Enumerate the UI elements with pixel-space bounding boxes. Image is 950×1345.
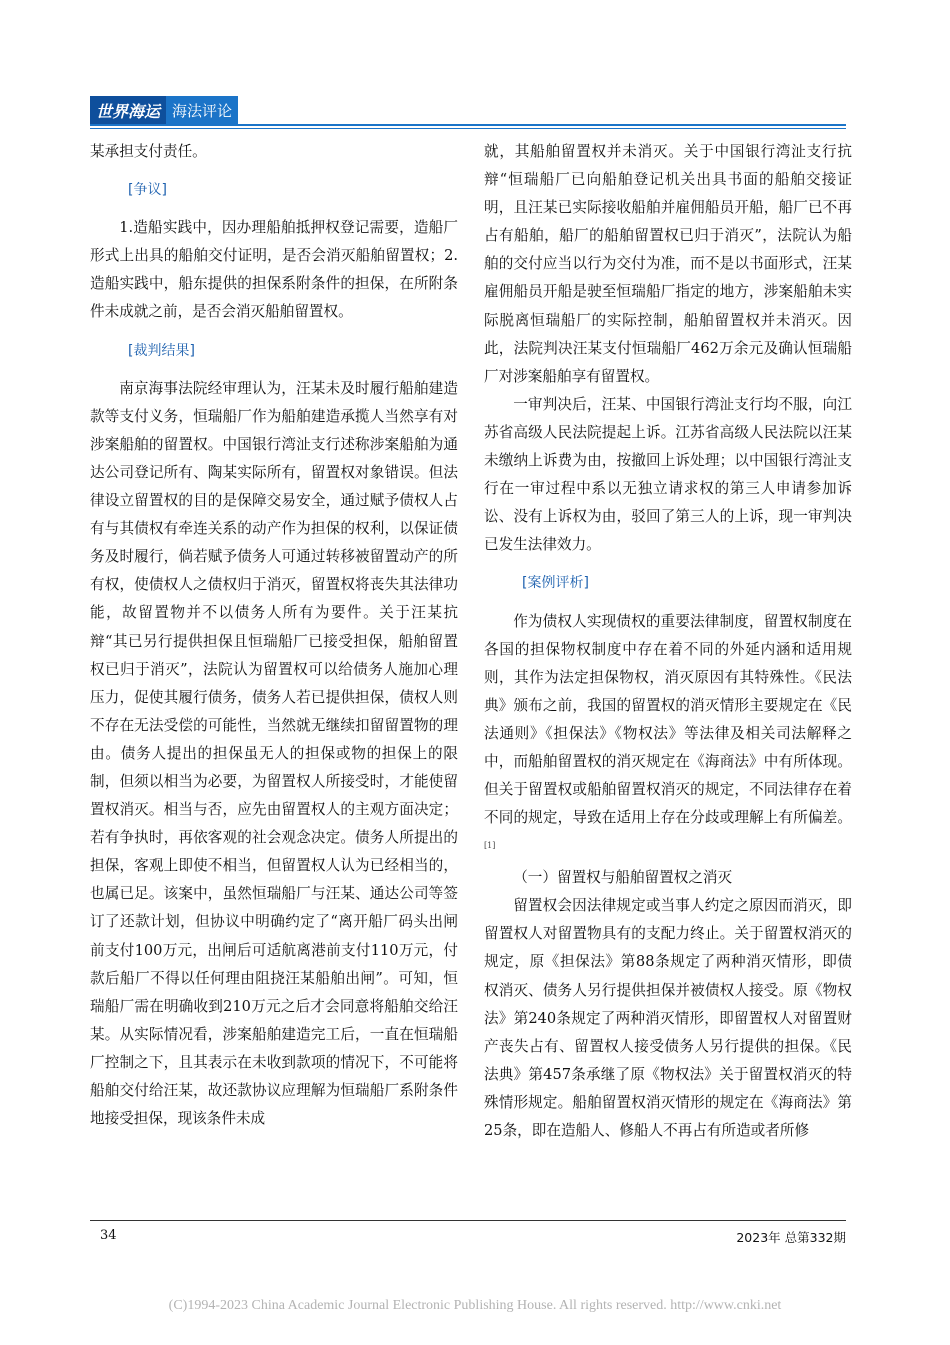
paragraph: 一审判决后，汪某、中国银行湾沚支行均不服，向江苏省高级人民法院提起上诉。江苏省高级人民法院以汪某未缴纳上诉费为由，按撤回上诉处理；以中国银行湾沚支行在一审过程中系以无独立请求权的第三人申请参加诉讼、没有上诉权为由，驳回了第三人的上诉，现一审判决已发生法律效力。	[484, 395, 852, 554]
section-heading-judgment: [裁判结果]	[128, 342, 195, 359]
journal-logo: 世界海运	[90, 96, 166, 124]
section-heading-dispute: [争议]	[128, 182, 167, 199]
journal-header	[90, 96, 238, 124]
paragraph: 就，其船舶留置权并未消灭。关于中国银行湾沚支行抗辩“恒瑞船厂已向船舶登记机关出具书面的船舶交接证明，且汪某已实际接收船舶并雇佣船员开船，船厂已不再占有船舶，船厂的船舶留置权已归于消灭”，法院认为船舶的交付应当以行为交付为准，而不是以书面形式，汪某雇佣船员开船是驶至恒瑞船厂指定的地方，涉案船舶未实际脱离恒瑞船厂的实际控制，船舶留置权并未消灭。因此，法院判决汪某支付恒瑞船厂462万余元及确认恒瑞船厂对涉案船舶享有留置权。	[484, 143, 852, 385]
paragraph: 某承担支付责任。	[90, 143, 207, 160]
paragraph: 南京海事法院经审理认为，汪某未及时履行船舶建造款等支付义务，恒瑞船厂作为船舶建造承揽人当然享有对涉案船舶的留置权。中国银行湾沚支行述称涉案船舶为通达公司登记所有、陶某实际所有，留置权对象错误。但法律设立留置权的目的是保障交易安全，通过赋予债权人占有与其债权有牵连关系的动产作为担保的权利，以保证债务及时履行，倘若赋予债务人可通过转移被留置动产的所有权，使债权人之债权归于消灭，留置权将丧失其法律功能，故留置物并不以债务人所有为要件。关于汪某抗辩“其已另行提供担保且恒瑞船厂已接受担保，船舶留置权已归于消灭”，法院认为留置权可以给债务人施加心理压力，促使其履行债务，债务人若已提供担保，债权人则不存在无法受偿的可能性，当然就无继续扣留留置物的理由。债务人提出的担保虽无人的担保或物的担保上的限制，但须以相当为必要，为留置权人所接受时，才能使留置权消灭。相当与否，应先由留置权人的主观方面决定；若有争执时，再依客观的社会观念决定。债务人所提出的担保，客观上即使不相当，但留置权人认为已经相当的，也属已足。该案中，虽然恒瑞船厂与汪某、通达公司等签订了还款计划，但协议中明确约定了“离开船厂码头出闸前支付100万元，出闸后可适航离港前支付110万元，付款后船厂不得以任何理由阻挠汪某船舶出闸”。可知，恒瑞船厂需在明确收到210万元之后才会同意将船舶交给汪某。从实际情况看，涉案船舶建造完工后，一直在恒瑞船厂控制之下，且其表示在未收到款项的情况下，不可能将船舶交付给汪某，故还款协议应理解为恒瑞船厂系附条件地接受担保，现该条件未成	[90, 379, 458, 1128]
column-name: 海法评论	[166, 96, 238, 124]
copyright-watermark: (C)1994-2023 China Academic Journal Electronic Publishing House. All rights reserved. http://www.cnki.net	[168, 1298, 782, 1313]
footer-rule	[90, 1220, 846, 1221]
footnote-marker[interactable]: [1]	[484, 841, 496, 851]
paragraph	[484, 608, 852, 865]
subsection-heading: （一）留置权与船舶留置权之消灭	[513, 869, 733, 887]
header-rule-thin	[90, 128, 846, 129]
issue-label: 2023年 总第332期	[736, 1230, 846, 1245]
right-column	[484, 138, 852, 1145]
paragraph: 1.造船实践中，因办理船舶抵押权登记需要，造船厂形式上出具的船舶交付证明，是否会消灭船舶留置权；2.造船实践中，船东提供的担保系附条件的担保，在所附条件未成就之前，是否会消灭船舶留置权。	[90, 219, 458, 321]
page-number: 34	[100, 1228, 117, 1243]
header-rule	[90, 124, 846, 126]
paragraph: 留置权会因法律规定或当事人约定之原因而消灭，即留置权人对留置物具有的支配力终止。关于留置权消灭的规定，原《担保法》第88条规定了两种消灭情形，即债权消灭、债务人另行提供担保并被债权人接受。原《物权法》第240条规定了两种消灭情形，即留置权人对留置财产丧失占有、留置权人接受债务人另行提供的担保。《民法典》第457条承继了原《物权法》关于留置权消灭的特殊情形规定。船舶留置权消灭情形的规定在《海商法》第25条，即在造船人、修船人不再占有所造或者所修	[484, 897, 852, 1140]
left-column	[90, 138, 458, 1133]
paragraph-text: 作为债权人实现债权的重要法律制度，留置权制度在各国的担保物权制度中存在着不同的外延内涵和适用规则，其作为法定担保物权，消灭原因有其特殊性。《民法典》颁布之前，我国的留置权的消灭情形主要规定在《民法通则》《担保法》《物权法》等法律及相关司法解释之中，而船舶留置权的消灭规定在《海商法》中有所体现。但关于留置权或船舶留置权消灭的规定，不同法律存在着不同的规定，导致在适用上存在分歧或理解上有所偏差。	[484, 612, 852, 827]
section-heading-comment: [案例评析]	[522, 575, 589, 592]
